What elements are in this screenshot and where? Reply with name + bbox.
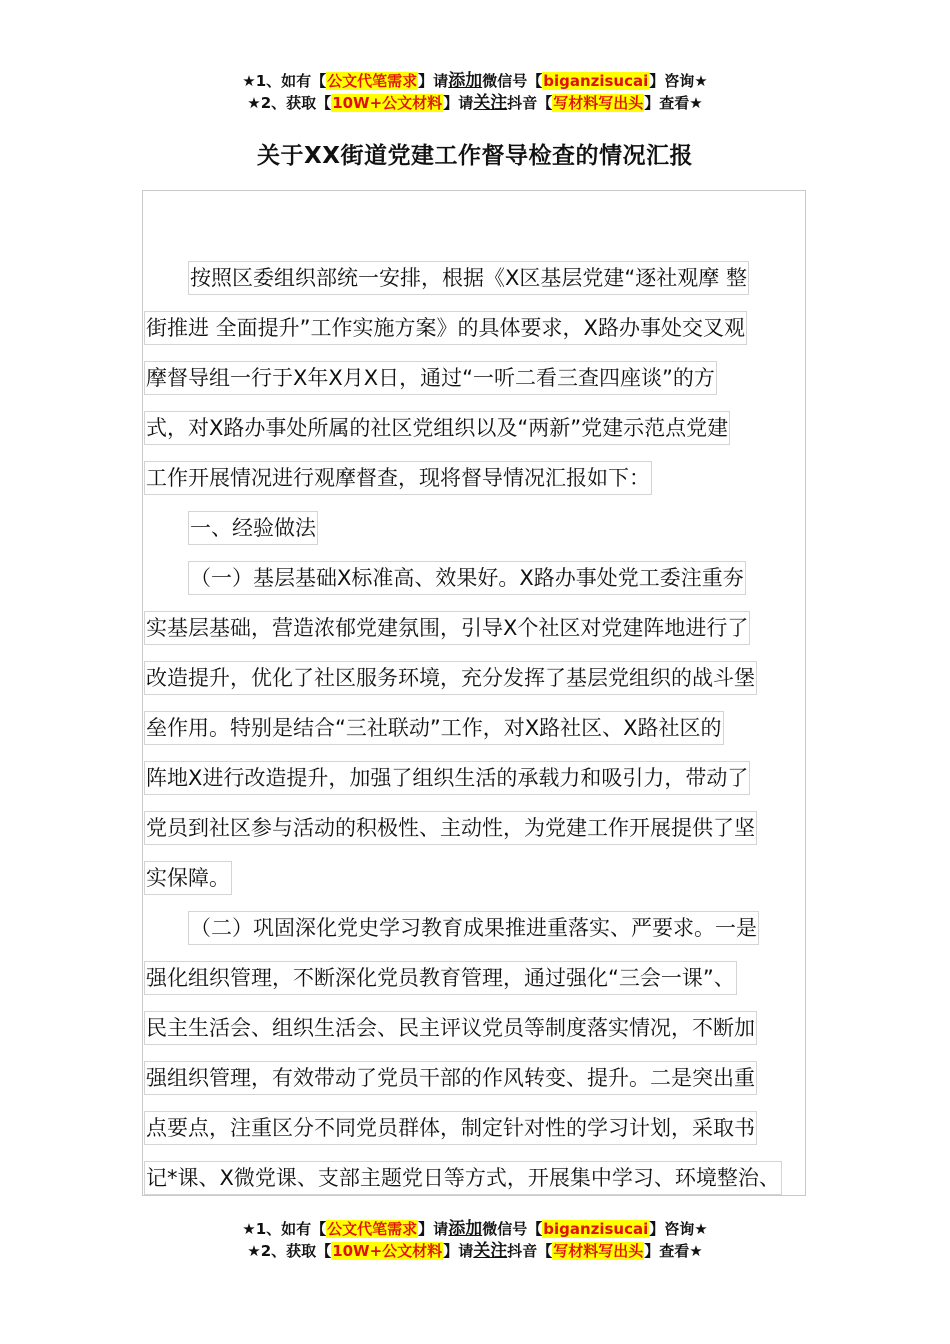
document-title: 关于XX街道党建工作督导检查的情况汇报 [257, 143, 693, 169]
text-line [144, 955, 794, 1005]
text-line [144, 1055, 794, 1105]
promo-line-2 [0, 1240, 950, 1262]
text-line [144, 755, 794, 805]
promo-text: 】查看★ [644, 94, 703, 112]
line-text: 强组织管理，有效带动了党员干部的作风转变、提升。二是突出重 [144, 1061, 757, 1095]
line-text: 阵地X进行改造提升，加强了组织生活的承载力和吸引力，带动了 [144, 761, 750, 795]
line-text: 记*课、X微党课、支部主题党日等方式，开展集中学习、环境整治、 [144, 1161, 782, 1195]
promo-text: 微信号【 [482, 72, 543, 90]
promo-emphasis: 添加 [448, 71, 483, 91]
line-text: （二）巩固深化党史学习教育成果推进重落实、严要求。一是 [188, 911, 759, 945]
line-text: 式，对X路办事处所属的社区党组织以及“两新”党建示范点党建 [144, 411, 730, 445]
line-text: 实保障。 [144, 861, 232, 895]
text-line [144, 855, 794, 905]
section-heading [144, 505, 794, 555]
promo-text: ★2、获取【 [247, 1242, 332, 1260]
promo-highlight-douyin: 写材料写出头 [553, 1242, 644, 1260]
line-text: 垒作用。特别是结合“三社联动”工作，对X路社区、X路社区的 [144, 711, 724, 745]
promo-text: 】咨询★ [649, 1220, 708, 1238]
promo-emphasis: 添加 [448, 1219, 483, 1239]
promo-highlight-wechat: biganzisucai [543, 1220, 649, 1238]
promo-highlight-wechat: biganzisucai [543, 72, 649, 90]
text-line [144, 305, 794, 355]
text-line [144, 605, 794, 655]
text-line [144, 1155, 794, 1205]
promo-text: 】请 [443, 1242, 474, 1260]
promo-line-1 [0, 1218, 950, 1240]
promo-highlight: 公文代笔需求 [327, 1220, 418, 1238]
line-text: 强化组织管理，不断深化党员教育管理，通过强化“三会一课”、 [144, 961, 737, 995]
promo-text: ★1、如有【 [242, 1220, 327, 1238]
line-text: 党员到社区参与活动的积极性、主动性，为党建工作开展提供了坚 [144, 811, 757, 845]
promo-line-2 [0, 92, 950, 114]
line-text: 民主生活会、组织生活会、民主评议党员等制度落实情况，不断加 [144, 1011, 757, 1045]
promo-text: 】请 [418, 72, 449, 90]
line-text: 一、经验做法 [188, 511, 318, 545]
text-line [144, 555, 794, 605]
line-text: 改造提升，优化了社区服务环境，充分发挥了基层党组织的战斗堡 [144, 661, 757, 695]
text-line [144, 705, 794, 755]
text-line [144, 1005, 794, 1055]
text-line [144, 905, 794, 955]
promo-emphasis: 关注 [473, 93, 508, 113]
line-text: 摩督导组一行于X年X月X日，通过“一听二看三查四座谈”的方 [144, 361, 717, 395]
text-line [144, 805, 794, 855]
line-text: 实基层基础，营造浓郁党建氛围，引导X个社区对党建阵地进行了 [144, 611, 750, 645]
document-body [144, 255, 794, 1205]
text-line [144, 655, 794, 705]
promo-line-1 [0, 70, 950, 92]
promo-highlight-douyin: 写材料写出头 [553, 94, 644, 112]
promo-text: 】请 [443, 94, 474, 112]
promo-highlight: 10W+公文材料 [332, 1242, 443, 1260]
promo-text: 】咨询★ [649, 72, 708, 90]
promo-text: 微信号【 [482, 1220, 543, 1238]
text-line [144, 355, 794, 405]
text-line [144, 1105, 794, 1155]
line-text: 工作开展情况进行观摩督查，现将督导情况汇报如下： [144, 461, 652, 495]
line-text: 街推进 全面提升”工作实施方案》的具体要求，X路办事处交叉观 [144, 311, 747, 345]
promo-highlight: 10W+公文材料 [332, 94, 443, 112]
line-text: 按照区委组织部统一安排，根据《X区基层党建“逐社观摩 整 [188, 261, 749, 295]
promo-text: 抖音【 [507, 94, 553, 112]
promo-text: ★2、获取【 [247, 94, 332, 112]
text-line [144, 255, 794, 305]
promo-emphasis: 关注 [473, 1241, 508, 1261]
promo-text: ★1、如有【 [242, 72, 327, 90]
text-line [144, 405, 794, 455]
line-text: （一）基层基础X标准高、效果好。X路办事处党工委注重夯 [188, 561, 746, 595]
promo-highlight: 公文代笔需求 [327, 72, 418, 90]
promo-text: 抖音【 [507, 1242, 553, 1260]
text-line [144, 455, 794, 505]
promo-banner-bottom [0, 1218, 950, 1262]
promo-text: 】请 [418, 1220, 449, 1238]
line-text: 点要点，注重区分不同党员群体，制定针对性的学习计划，采取书 [144, 1111, 757, 1145]
promo-banner-top [0, 70, 950, 114]
promo-text: 】查看★ [644, 1242, 703, 1260]
